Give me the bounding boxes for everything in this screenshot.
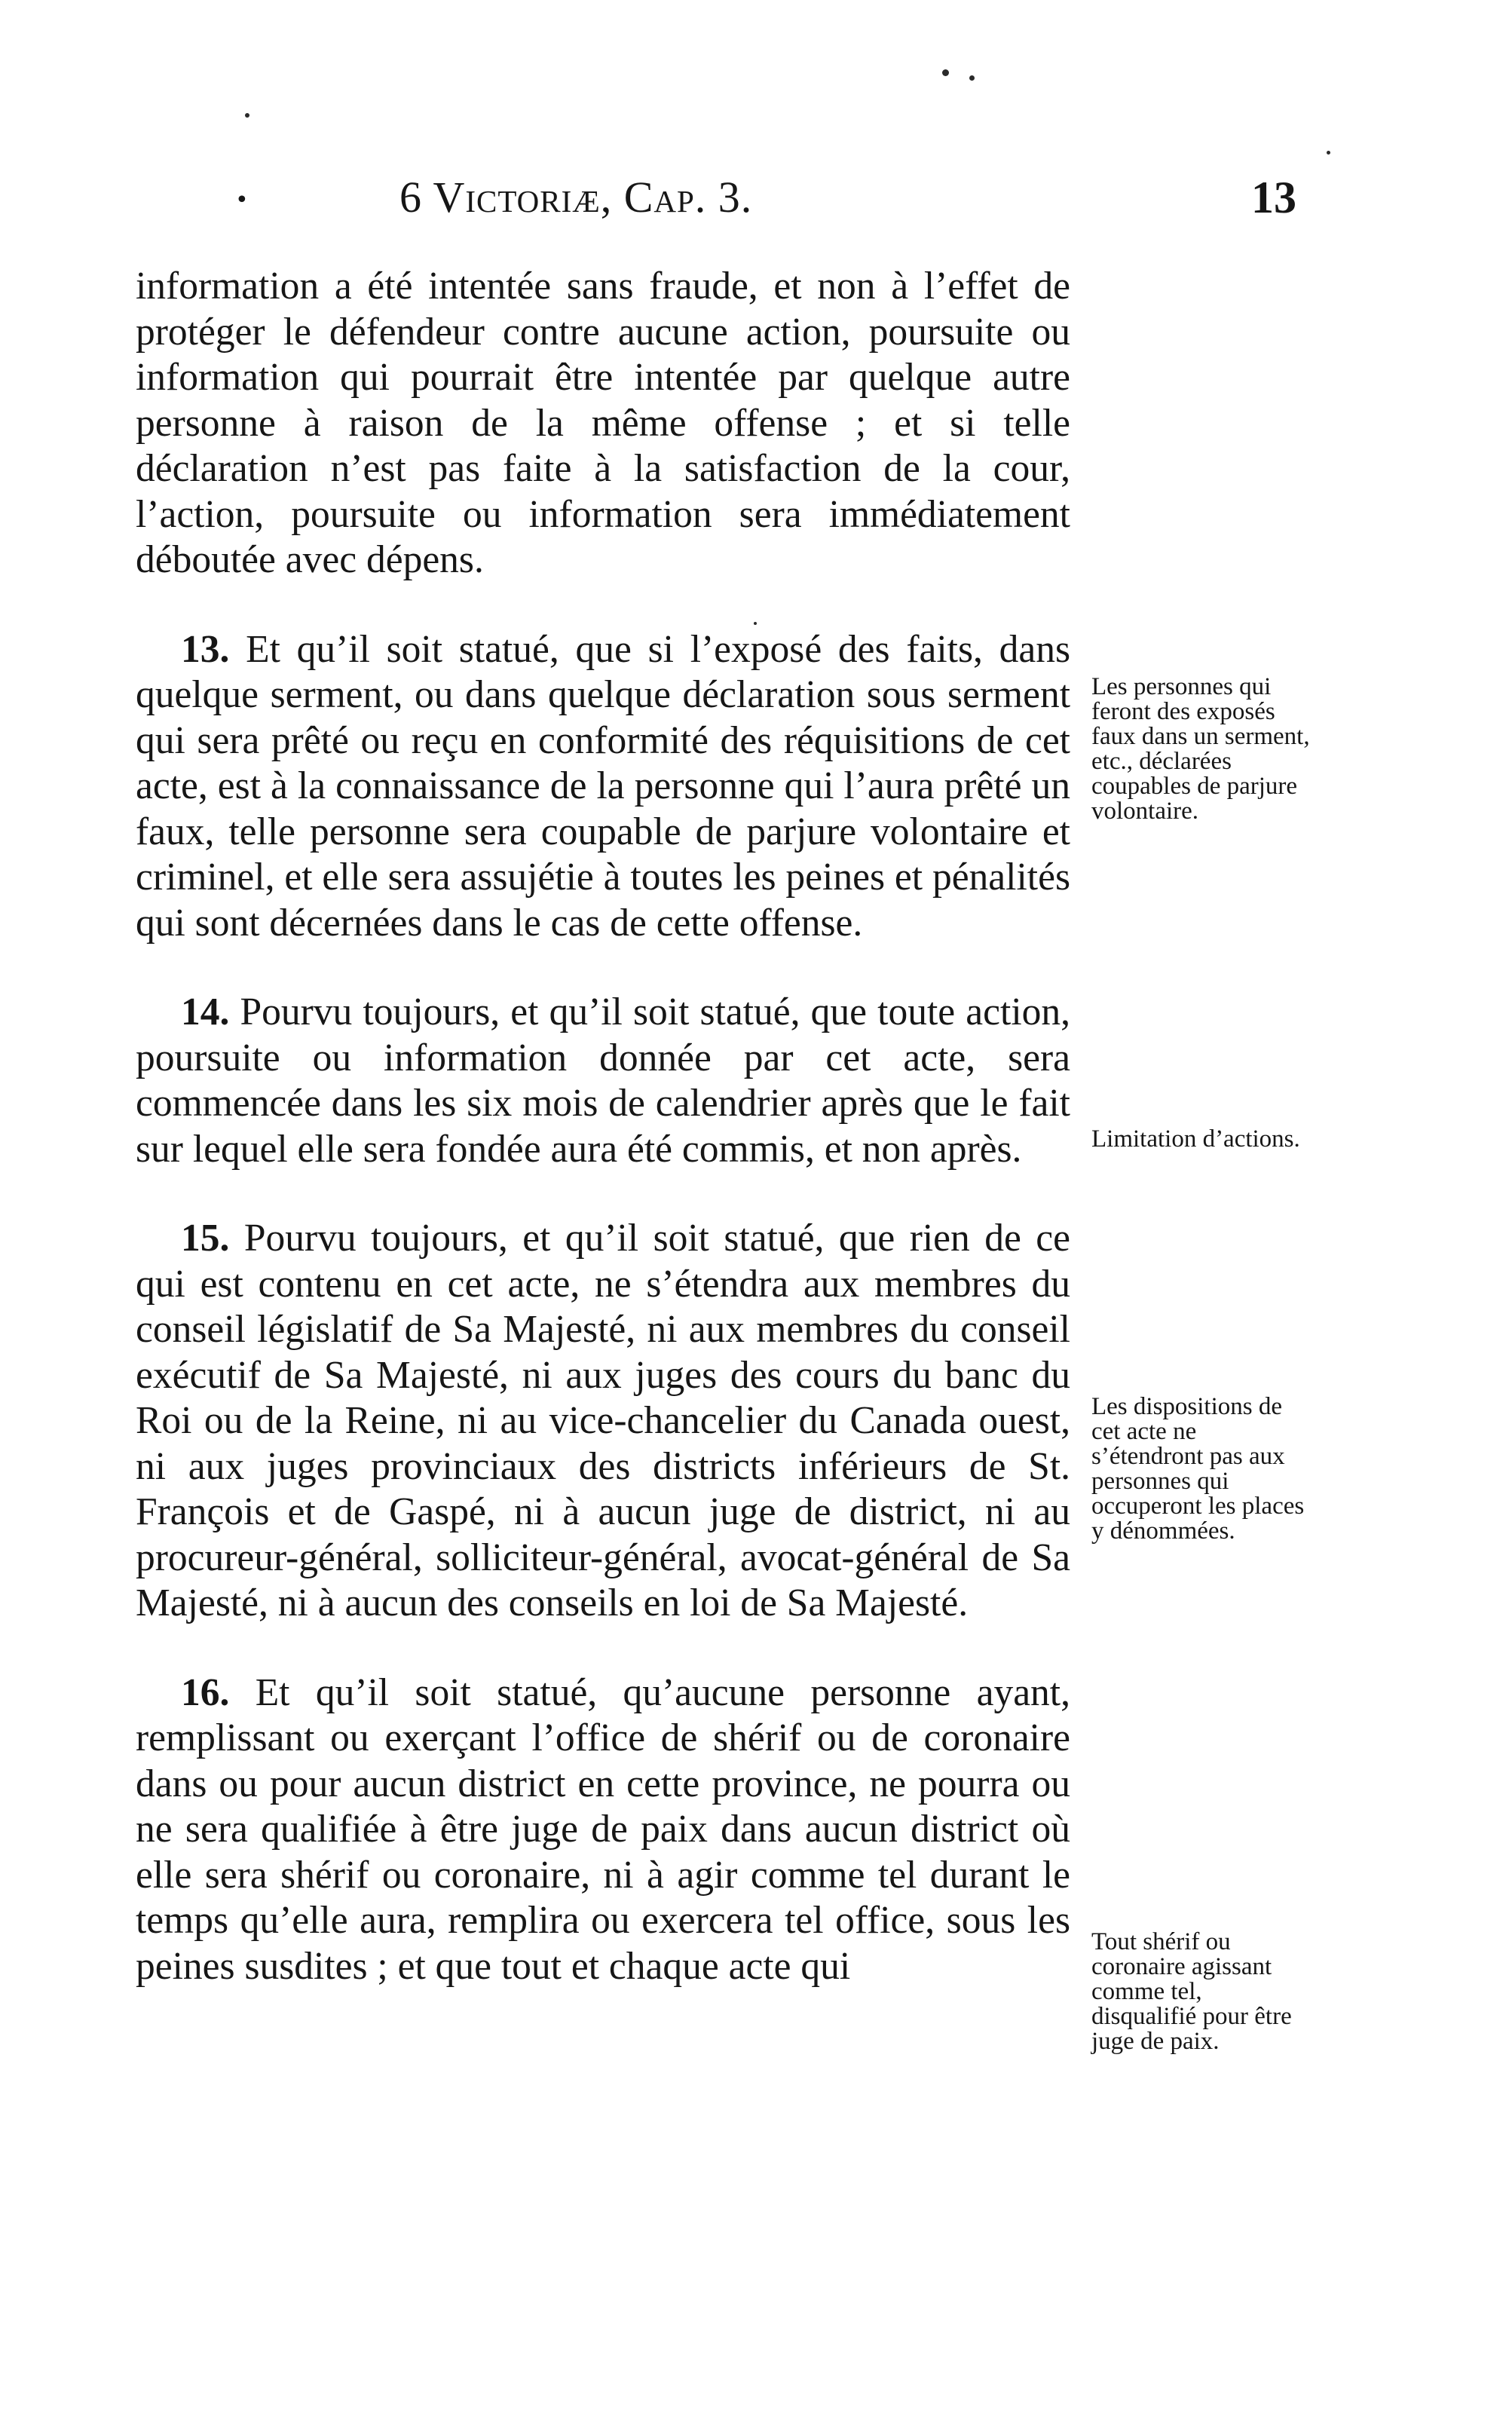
section-text: Et qu’il soit statué, que si l’exposé des faits, dans quelque serment, ou dans quelque déclaration sous serment qui sera prêté ou reçu en conformité des réquisitions de cet acte, est à la connaissance de la personne qui l’aura prêté un faux, telle personne sera coupable de parjure volontaire et criminel, et elle sera assujétie à toutes les peines et pénalités qui sont décernées dans le cas de cette offense. [136,627,1070,945]
section-number: 16. [181,1670,230,1714]
section-text: information a été intentée sans fraude, et non à l’effet de protéger le défendeur contre aucune action, poursuite ou information qui pourrait être intentée par quelque autre personne à raison de la même offense ; et si telle déclaration n’est pas faite à la satisfaction de la cour, l’action, poursuite ou information sera immédiatement déboutée avec dépens. [136,265,1070,581]
section-14 [136,990,1070,1172]
margin-note-13: Les personnes qui feront des exposés faux dans un serment, etc., déclarées coupables de parjure volontaire. [1091,673,1310,825]
scan-speck [1327,151,1330,155]
scan-speck [245,113,249,118]
section-text: Et qu’il soit statué, qu’aucune personne ayant, remplissant ou exerçant l’office de shérif ou de coronaire dans ou pour aucun district en cette province, ne pourra ou ne sera qualifiée à être juge de paix dans aucun district où elle sera shérif ou coronaire, ni à agir comme tel durant le temps qu’elle aura, remplira ou exercera tel office, sous les peines susdites ; et que tout et chaque acte qui [136,1670,1070,1988]
section-number: 15. [181,1217,230,1260]
section-13 [136,627,1070,947]
margin-note-14: Limitation d’actions. [1091,1125,1300,1153]
section-number: 14. [181,991,230,1033]
section-16 [136,1670,1070,1990]
margin-note-16: Tout shérif ou coronaire agissant comme tel, disqualifié pour être juge de paix. [1091,1928,1292,2055]
main-text-column [136,264,1070,1989]
scan-speck [969,75,975,81]
header-mark: • [235,187,249,213]
header-title: 6 Victoriæ, Cap. 3. [399,173,753,222]
scan-speck [942,69,949,76]
section-number: 13. [181,627,230,671]
page-number: 13 [1251,173,1296,222]
section-text: Pourvu toujours, et qu’il soit statué, que toute action, poursuite ou information donnée par cet acte, sera commencée dans les six mois de calendrier après que le fait sur lequel elle sera fondée aura été commis, et non après. [136,991,1070,1171]
section-text: Pourvu toujours, et qu’il soit statué, que rien de ce qui est contenu en cet acte, ne s’étendra aux membres du conseil législatif de Sa Majesté, ni aux membres du conseil exécutif de Sa Majesté, ni aux juges des cours du banc du Roi ou de la Reine, ni au vice-chancelier du Canada ouest, ni aux juges provinciaux des districts inférieurs de St. François et de Gaspé, ni à aucun juge de district, ni au procureur-général, solliciteur-général, avocat-général de Sa Majesté, ni à aucun des conseils en loi de Sa Majesté. [136,1217,1071,1624]
running-head [226,172,1296,232]
section-continuation [136,264,1070,583]
margin-note-15: Les dispositions de cet acte ne s’étendront pas aux personnes qui occuperont les places y dénommées. [1091,1393,1305,1545]
section-15 [136,1216,1070,1627]
